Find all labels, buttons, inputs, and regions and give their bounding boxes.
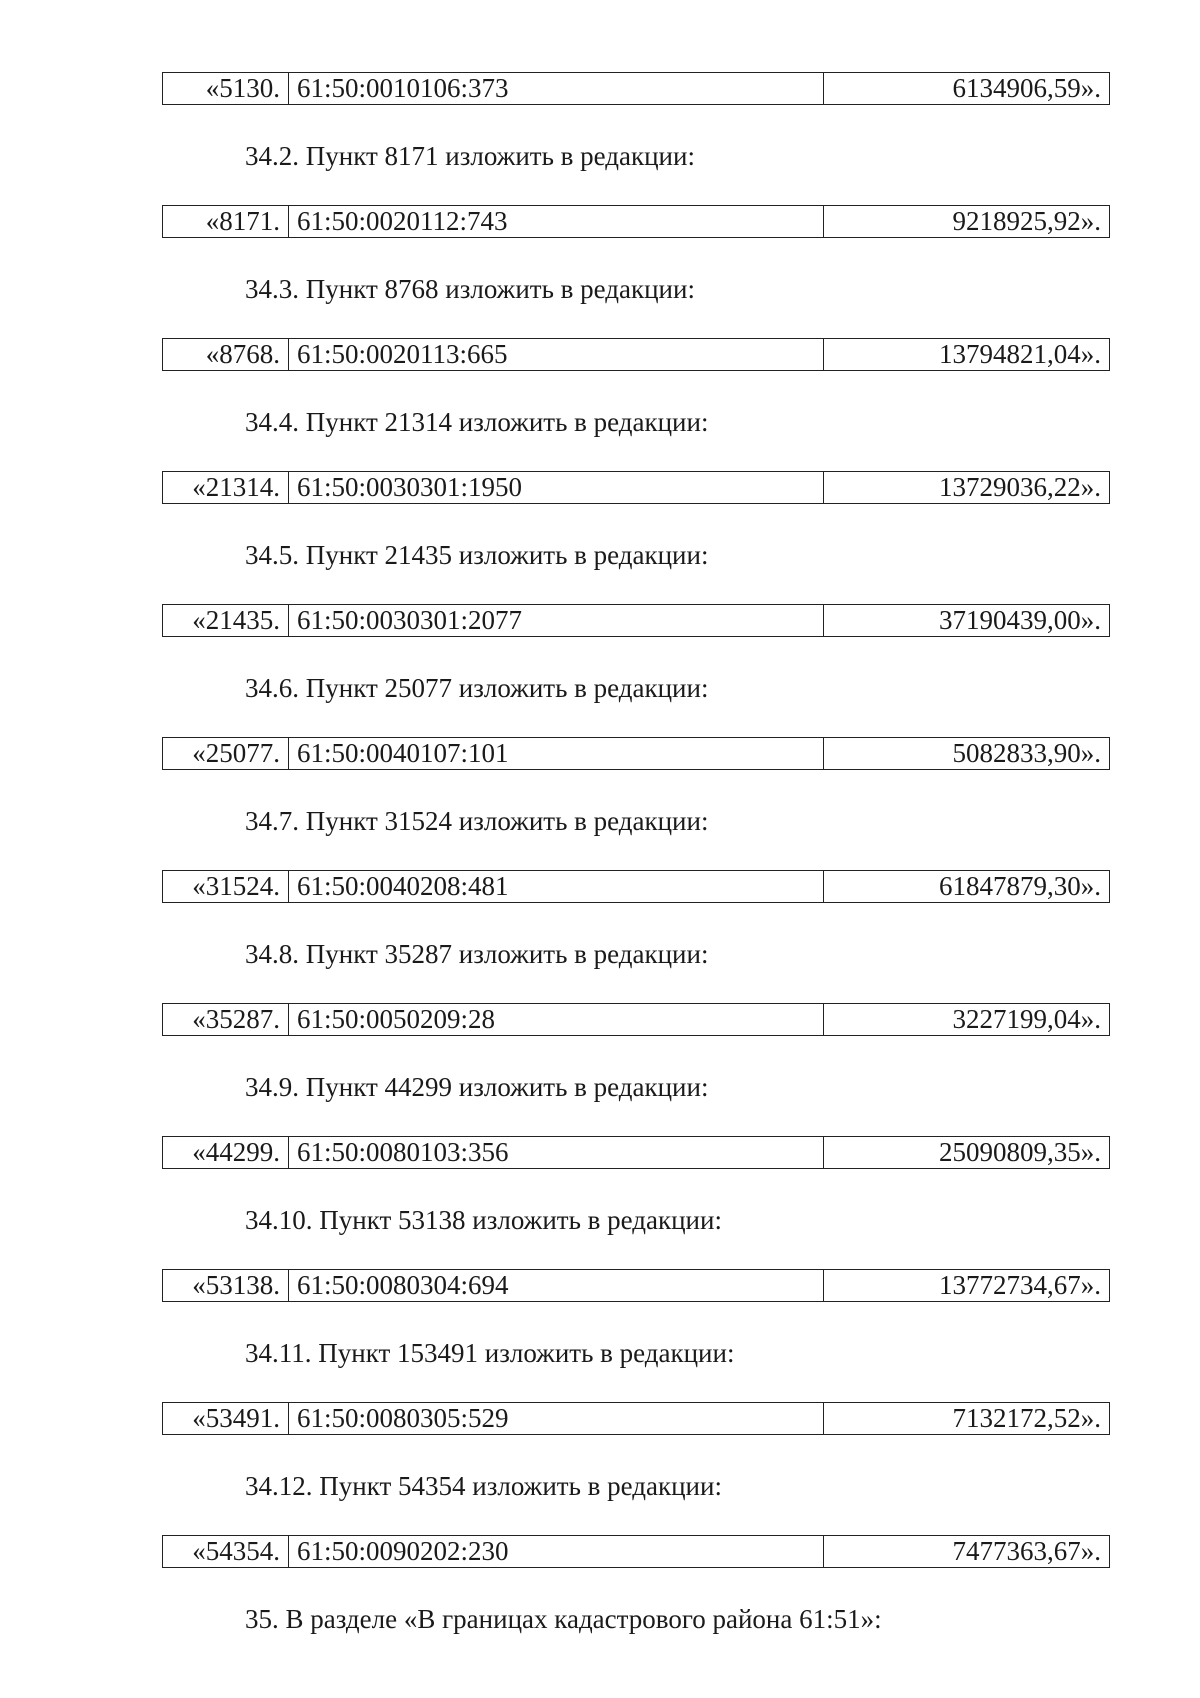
item-number-cell: «31524. bbox=[163, 871, 289, 903]
cadastral-number-cell: 61:50:0080305:529 bbox=[289, 1403, 824, 1435]
item-number-cell: «21314. bbox=[163, 472, 289, 504]
amendment-paragraph: 34.2. Пункт 8171 изложить в редакции: bbox=[245, 141, 695, 171]
cadastral-row-table bbox=[162, 737, 1110, 770]
cadastral-value-cell: 6134906,59». bbox=[824, 73, 1110, 105]
cadastral-row-table bbox=[162, 471, 1110, 504]
cadastral-number-cell: 61:50:0090202:230 bbox=[289, 1536, 824, 1568]
amendment-paragraph: 34.6. Пункт 25077 изложить в редакции: bbox=[245, 673, 709, 703]
item-number-cell: «35287. bbox=[163, 1004, 289, 1036]
cadastral-number-cell: 61:50:0020113:665 bbox=[289, 339, 824, 371]
amendment-paragraph: 34.11. Пункт 153491 изложить в редакции: bbox=[245, 1338, 735, 1368]
cadastral-row-table bbox=[162, 1535, 1110, 1568]
item-number-cell: «8768. bbox=[163, 339, 289, 371]
item-number-cell: «44299. bbox=[163, 1137, 289, 1169]
cadastral-row-table bbox=[162, 1136, 1110, 1169]
cadastral-row-table bbox=[162, 604, 1110, 637]
table-row bbox=[163, 871, 1110, 903]
amendment-paragraph: 34.4. Пункт 21314 изложить в редакции: bbox=[245, 407, 709, 437]
item-number-cell: «53491. bbox=[163, 1403, 289, 1435]
item-number-cell: «54354. bbox=[163, 1536, 289, 1568]
cadastral-row-table bbox=[162, 870, 1110, 903]
amendment-paragraph: 34.10. Пункт 53138 изложить в редакции: bbox=[245, 1205, 722, 1235]
item-number-cell: «8171. bbox=[163, 206, 289, 238]
cadastral-value-cell: 25090809,35». bbox=[824, 1137, 1110, 1169]
cadastral-number-cell: 61:50:0080103:356 bbox=[289, 1137, 824, 1169]
cadastral-number-cell: 61:50:0040208:481 bbox=[289, 871, 824, 903]
table-row bbox=[163, 1270, 1110, 1302]
table-row bbox=[163, 738, 1110, 770]
table-row bbox=[163, 1137, 1110, 1169]
amendment-paragraph: 34.7. Пункт 31524 изложить в редакции: bbox=[245, 806, 709, 836]
cadastral-number-cell: 61:50:0030301:1950 bbox=[289, 472, 824, 504]
cadastral-number-cell: 61:50:0030301:2077 bbox=[289, 605, 824, 637]
item-number-cell: «21435. bbox=[163, 605, 289, 637]
table-row bbox=[163, 605, 1110, 637]
table-row bbox=[163, 472, 1110, 504]
cadastral-number-cell: 61:50:0010106:373 bbox=[289, 73, 824, 105]
cadastral-value-cell: 13772734,67». bbox=[824, 1270, 1110, 1302]
amendment-paragraph: 34.12. Пункт 54354 изложить в редакции: bbox=[245, 1471, 722, 1501]
cadastral-number-cell: 61:50:0050209:28 bbox=[289, 1004, 824, 1036]
cadastral-value-cell: 3227199,04». bbox=[824, 1004, 1110, 1036]
amendment-paragraph: 34.9. Пункт 44299 изложить в редакции: bbox=[245, 1072, 709, 1102]
cadastral-value-cell: 13729036,22». bbox=[824, 472, 1110, 504]
cadastral-value-cell: 9218925,92». bbox=[824, 206, 1110, 238]
cadastral-value-cell: 13794821,04». bbox=[824, 339, 1110, 371]
section-paragraph: 35. В разделе «В границах кадастрового района 61:51»: bbox=[245, 1604, 882, 1634]
cadastral-value-cell: 7132172,52». bbox=[824, 1403, 1110, 1435]
cadastral-number-cell: 61:50:0020112:743 bbox=[289, 206, 824, 238]
item-number-cell: «5130. bbox=[163, 73, 289, 105]
cadastral-row-table bbox=[162, 1003, 1110, 1036]
amendment-paragraph: 34.8. Пункт 35287 изложить в редакции: bbox=[245, 939, 709, 969]
cadastral-row-table bbox=[162, 338, 1110, 371]
cadastral-value-cell: 5082833,90». bbox=[824, 738, 1110, 770]
cadastral-value-cell: 37190439,00». bbox=[824, 605, 1110, 637]
item-number-cell: «53138. bbox=[163, 1270, 289, 1302]
cadastral-number-cell: 61:50:0040107:101 bbox=[289, 738, 824, 770]
cadastral-row-table bbox=[162, 1402, 1110, 1435]
amendment-paragraph: 34.3. Пункт 8768 изложить в редакции: bbox=[245, 274, 695, 304]
table-row bbox=[163, 1403, 1110, 1435]
item-number-cell: «25077. bbox=[163, 738, 289, 770]
cadastral-number-cell: 61:50:0080304:694 bbox=[289, 1270, 824, 1302]
table-row bbox=[163, 339, 1110, 371]
table-row bbox=[163, 1536, 1110, 1568]
table-row bbox=[163, 73, 1110, 105]
cadastral-row-table bbox=[162, 72, 1110, 105]
amendment-paragraph: 34.5. Пункт 21435 изложить в редакции: bbox=[245, 540, 709, 570]
cadastral-value-cell: 7477363,67». bbox=[824, 1536, 1110, 1568]
cadastral-value-cell: 61847879,30». bbox=[824, 871, 1110, 903]
cadastral-row-table bbox=[162, 1269, 1110, 1302]
table-row bbox=[163, 1004, 1110, 1036]
table-row bbox=[163, 206, 1110, 238]
cadastral-row-table bbox=[162, 205, 1110, 238]
